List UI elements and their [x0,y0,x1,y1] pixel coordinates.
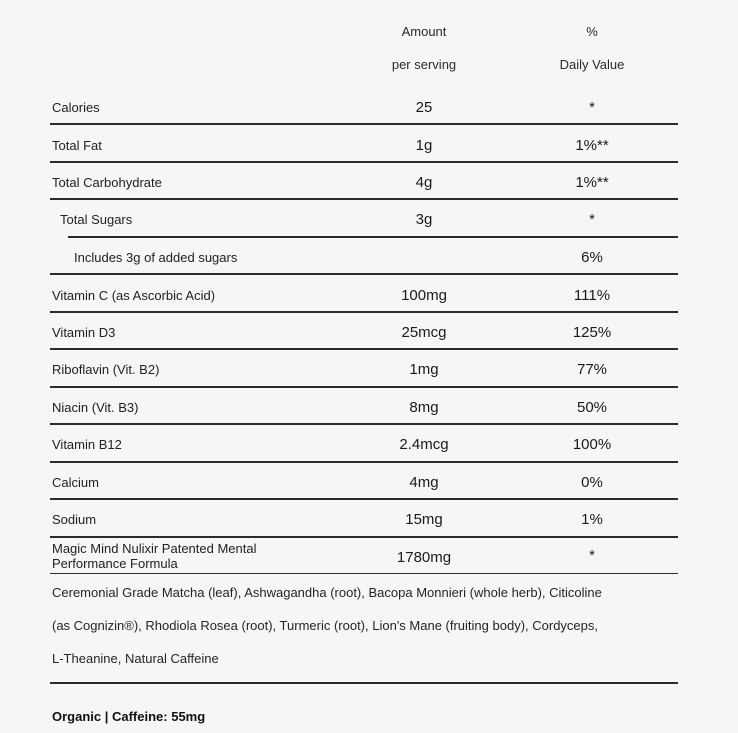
row-divider [50,348,678,350]
nutrient-label: Niacin (Vit. B3) [52,400,139,415]
nutrient-label: Vitamin B12 [52,437,122,452]
row-divider [50,536,678,538]
nutrient-daily-value: * [589,99,595,116]
nutrient-label: Includes 3g of added sugars [74,250,238,265]
blend-label-line1: Magic Mind Nulixir Patented Mental [52,541,257,556]
blend-daily-value: * [589,547,595,564]
nutrient-label: Riboflavin (Vit. B2) [52,362,160,377]
row-divider [50,573,678,574]
nutrient-amount: 1mg [409,361,439,378]
row-divider [50,198,678,200]
nutrient-daily-value: 6% [581,249,603,266]
nutrient-label: Vitamin D3 [52,325,116,340]
nutrient-amount: 100mg [401,287,447,304]
nutrient-daily-value: 0% [581,474,603,491]
nutrient-daily-value: 100% [572,436,612,453]
amount-header-line2: per serving [391,57,457,72]
nutrient-amount: 3g [415,211,433,228]
row-divider [50,498,678,500]
nutrient-daily-value: 77% [576,361,608,378]
nutrient-amount: 15mg [405,511,443,528]
dv-header-line1: % [586,24,598,39]
nutrient-label: Total Sugars [60,212,133,227]
row-divider [50,461,678,463]
nutrient-label: Vitamin C (as Ascorbic Acid) [52,288,216,303]
nutrient-daily-value: 1%** [575,137,609,154]
blend-amount: 1780mg [396,549,452,566]
amount-header-line1: Amount [401,24,447,39]
nutrient-amount: 4mg [409,474,439,491]
section-divider [50,682,678,684]
row-divider [50,161,678,163]
dv-header-line2: Daily Value [559,57,625,72]
nutrient-amount: 4g [415,174,433,191]
ingredients-line3: L-Theanine, Natural Caffeine [52,651,219,666]
nutrient-amount: 1g [415,137,433,154]
nutrient-amount: 2.4mcg [399,436,449,453]
row-divider [50,123,678,125]
nutrient-amount: 8mg [409,399,439,416]
ingredients-line1: Ceremonial Grade Matcha (leaf), Ashwagandha (root), Bacopa Monnieri (whole herb), Citicoline [52,585,602,600]
ingredients-line2: (as Cognizin®), Rhodiola Rosea (root), Turmeric (root), Lion's Mane (fruiting body), Cordyceps, [52,618,598,633]
blend-label-line2: Performance Formula [52,556,178,571]
row-divider [50,273,678,275]
row-divider [50,386,678,388]
nutrient-label: Total Fat [52,138,102,153]
nutrient-label: Calories [52,100,100,115]
nutrient-label: Total Carbohydrate [52,175,162,190]
nutrient-label: Calcium [52,475,99,490]
row-divider [68,236,678,238]
nutrient-amount: 25 [415,99,433,116]
nutrient-daily-value: 125% [572,324,612,341]
row-divider [50,311,678,313]
nutrient-daily-value: * [589,211,595,228]
nutrient-label: Sodium [52,512,97,527]
nutrient-daily-value: 50% [576,399,608,416]
organic-caffeine-note: Organic | Caffeine: 55mg [52,709,206,724]
nutrient-daily-value: 1% [581,511,603,528]
row-divider [50,423,678,425]
nutrient-daily-value: 111% [573,287,611,304]
nutrient-daily-value: 1%** [575,174,609,191]
nutrient-amount: 25mcg [401,324,447,341]
